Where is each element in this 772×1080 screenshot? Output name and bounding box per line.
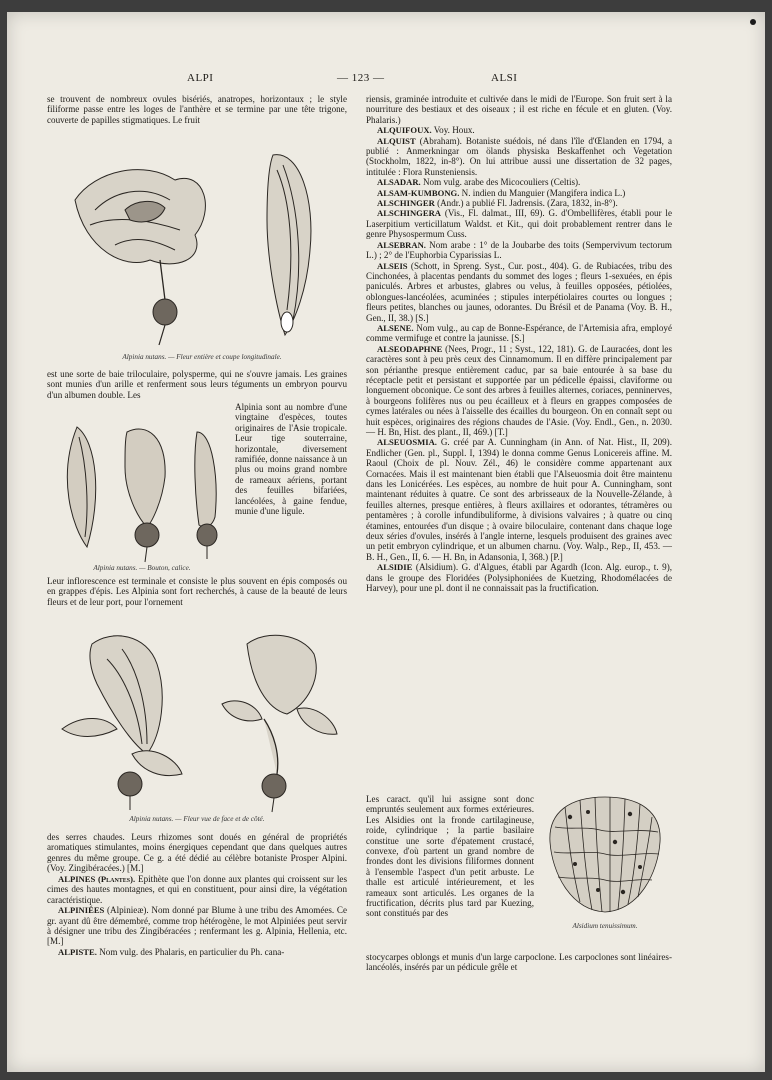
book-page [7,12,765,1072]
alsidium-caption: Alsidium tenuissimum. [572,922,638,930]
alpinia-bud-illustration [47,417,232,567]
left-para-top: se trouvent de nombreux ovules bisériés, anatropes, horizontaux ; le style filiforme passe entre les loges de l'anthère et se termine par une tête trigone, couverte de papilles stigmatiques. Le fruit [47,94,347,125]
entry-alseodaphne: ALSEODAPHNE (Nees, Progr., 11 ; Syst., 122, 181). G. de Lauracées, dont les caractères sont à peu près ceux des Cinnamomum. Il en diffère principalement par son périanthe presque entièrement caduc, par sa baie entourée à sa base du réceptacle petit et persistant et supportée par un pédicelle épaissi, claviforme ou longuement obconique. Ce sont des arbres à feuilles alternes, coriaces, penninerves, à bourgeons folifères nus ou peu écailleux et à fleurs en grappes composées de cymes latérales ou nées à l'aisselle des écailles du bourgeon. On en connaît sept ou huit espèces, originaires des régions chaudes de l'Asie. (Voy. Endl., Gen., n. 2030. — H. Bn, Hist. des plant., II, 469.) [T.] [366,343,672,437]
alsidium-illustration [540,792,670,917]
entry-alpiniees: ALPINIÉES (Alpinieæ). Nom donné par Blume à une tribu des Amomées. Ce gr. ayant dû être démembré, comme trop hétérogène, le mot Alpiniées peut servir à désigner une tribu des Zingibéracées ; renfermant les g. Alpinia, Hellenia, etc. [M.] [47,905,347,947]
entry-alsene: ALSENE. Nom vulg., au cap de Bonne-Espérance, de l'Artemisia afra, employé comme vermifuge et contre la jaunisse. [S.] [366,322,672,344]
header-right: ALSI [491,72,518,84]
figure2-caption: Alpinia nutans. — Bouton, calice. [93,564,191,572]
entry-alschinger: ALSCHINGER (Andr.) a publié Fl. Jadrensis. (Zara, 1832, in-8°). [377,198,618,209]
figure3-caption: Alpinia nutans. — Fleur vue de face et de côté. [129,815,265,823]
binding-mark [750,19,756,25]
alpinia-flower-illustration [55,140,355,355]
header-left: ALPI [187,72,214,84]
alpinia-open-flower-illustration [52,624,342,814]
left-entries [47,874,347,957]
right-para-bottom: stocycarpes oblongs et munis d'un large carpoclone. Les carpoclones sont linéaires-lancéolés, insérés par un pédicule grêle et [366,952,672,973]
entry-alschingera: ALSCHINGERA (Vis., Fl. dalmat., III, 69). G. d'Ombellifères, établi pour le Laserpitium verticillatum Waldst. et Kit., qui doit probablement rentrer dans le genre Physospermum Cuss. [366,208,672,240]
figure-alsidium [540,792,670,917]
entry-alsidie: ALSIDIE (Alsidium). G. d'Algues, établi par Agardh (Icon. Alg. europ., t. 9), dans le groupe des Floridées (Polysiphoniées de Kuetzing, Rhodomélacées de Harvey), pour une pl. dont il ne connaissait pas la fructification. [366,562,672,594]
figure-alpinia-buds [47,417,232,567]
entry-alquifoux: ALQUIFOUX. Voy. Houx. [377,125,475,136]
figure-alpinia-flower [55,140,355,355]
entry-alsadar: ALSADAR. Nom vulg. arabe des Micocouliers (Celtis). [377,177,581,188]
left-para-after-wrap: Leur inflorescence est terminale et consiste le plus souvent en épis composés ou en grappes d'épis. Les Alpinia sont fort recherchés, à cause de la beauté de leurs fleurs et de leur port, pour l'ornement [47,576,347,607]
left-wrap-text: Alpinia sont au nombre d'une vingtaine d'espèces, toutes originaires de l'Asie tropicale. Leur tige souterraine, horizontale, diversement ramifiée, donne naissance à un plus ou moins grand nombre de rameaux aériens, portant des feuilles bifariées, lancéolées, à gaine fendue, munie d'une ligule. [235,402,347,517]
entry-alseis: ALSEIS (Schott, in Spreng. Syst., Cur. post., 404). G. de Rubiacées, tribu des Cinchonées, à placentas pendants du sommet des loges ; fleurs 1-sexuées, en épis paniculés. Arbres et arbustes, glabres ou velus, à feuilles opposées, pétiolées, oblongues-lancéolées, acuminées ; stipules interpétiolaires courtes ou longues ; fleurs petites, blanches ou jaunes, odorantes. Du Brésil et de Panama (Voy. B. H., Gen., II, 38.) [S.] [366,260,672,323]
entry-alsam-kumbong: ALSAM-KUMBONG. N. indien du Manguier (Mangifera indica L.) [377,187,626,198]
right-column-text: riensis, graminée introduite et cultivée dans le midi de l'Europe. Son fruit sert à la nourriture des bestiaux et des oiseaux ; il est riche en fécule et en gluten. (Voy. Phalaris.) ALQUIFOUX. Voy. Houx. ALQUIST (Abraham). Botaniste suédois, né dans l'île d'Œlanden en 1794, a publié : Anmerkningar om ölands physiska Beskaffenhet och Vegetation (Stockholm, 1822, in-8°). On lui attribue aussi une dissertation de 32 pages, intitulée : Flora Runsteniensis. ALSADAR. Nom vulg. arabe des Micocouliers (Celtis). ALSAM-KUMBONG. N. indien du Manguier (Mangifera indica L.) ALSCHINGER (Andr.) a publié Fl. Jadrensis. (Zara, 1832, in-8°). ALSCHINGERA (Vis., Fl. dalmat., III, 69). G. d'Ombellifères, établi pour le Laserpitium verticillatum Waldst. et Kit., qui doit probablement rentrer dans le genre Physospermum Cuss. ALSEBRAN. Nom arabe : 1° de la Joubarbe des toits (Sempervivum tectorum L.) ; 2° de l'Euphorbia Cyparissias L. ALSEIS (Schott, in Spreng. Syst., Cur. post., 404). G. de Rubiacées, tribu des Cinchonées, à placentas pendants du sommet des loges ; fleurs 1-sexuées, en épis paniculés. Arbres et arbustes, glabres ou velus, à feuilles opposées, pétiolées, oblongues-lancéolées, acuminées ; stipules interpétiolaires courtes ou longues ; fleurs petites, blanches ou jaunes, odorantes. Du Brésil et de Panama (Voy. B. H., Gen., II, 38.) [S.] ALSENE. Nom vulg., au cap de Bonne-Espérance, de l'Artemisia afra, employé comme vermifuge et contre la jaunisse. [S.] ALSEODAPHNE (Nees, Progr., 11 ; Syst., 122, 181). G. de Lauracées, dont les caractères sont à peu près ceux des Cinnamomum. Il en diffère principalement par son périanthe presque entièrement caduc, par sa baie entourée à sa base du réceptacle petit et persistant et supportée par un pédicelle épaissi, claviforme ou longuement obconique. Ce sont des arbres à feuilles alternes, coriaces, penninerves, à bourgeons folifères nus ou peu écailleux et à fleurs en grappes composées de cymes latérales ou nées à l'aisselle des écailles du bourgeon. On en connaît sept ou huit espèces, originaires des régions chaudes de l'Asie. (Voy. Endl., Gen., n. 2030. — H. Bn, Hist. des plant., II, 469.) [T.] ALSEUOSMIA. G. créé par A. Cunningham (in Ann. of Nat. Hist., II, 209). Endlicher (Gen. pl., Suppl. I, 1394) le donna comme Genus Lonicereis affine. M. Raoul (Choix de pl. Nouv. Zél., 46) le considère comme appartenant aux Cornacées. Mais il est maintenant bien établi que l'Alseuosmia doit être maintenu dans les Lonicérées. Les espèces, au nombre de huit pour A. Cunningham, sont maintenant réduites à quatre. Ce sont des arbrisseaux de la Nouvelle-Zélande, à feuilles alternes, presque entières, à fleurs axillaires et odorantes, tétramères ou pentamères ; à corolle infundibuliforme, à divisions valvaires ; à quatre ou cinq étamines, entourées d'un disque ; à ovaire biloculaire, contenant dans chaque loge deux séries d'ovules, insérés à l'angle interne, lesquels produisent des graines avec un petit embryon cylindrique, et un albumen charnu. (Voy. Walp., Rep., II, 453. — B. H., Gen., II, 6. — H. Bn, in Adansonia, I, 368.) [P.] ALSIDIE (Alsidium). G. d'Algues, établi par Agardh (Icon. Alg. europ., t. 9), dans le groupe des Floridées (Polysiphoniées de Kuetzing, Rhodomélacées de Harvey), pour une pl. dont il ne connaissait pas la fructification. [366,94,672,594]
left-para-mid: est une sorte de baie triloculaire, polysperme, qui ne s'ouvre jamais. Les graines sont munies d'un arille et renferment sous leurs téguments un embryon pourvu d'un albumen double. Les [47,369,347,400]
figure1-caption: Alpinia nutans. — Fleur entière et coupe longitudinale. [122,353,282,361]
left-para-bottom: des serres chaudes. Leurs rhizomes sont doués en général de propriétés aromatiques stimulantes, moins énergiques cependant que dans quelques autres genres du même groupe. Ce g. a été dédié au célèbre botaniste Prosper Alpini. (Voy. Zingibéracées.) [M.] [47,832,347,874]
right-wrap-text: Les caract. qu'il lui assigne sont donc empruntés seulement aux formes extérieures. Les Alsidies ont la fronde cartilagineuse, roide, cylindrique ; la partie basilaire constitue une sorte d'épatement crustacé, convexe, d'où partent un grand nombre de frondes dont les divisions filiformes donnent à l'ensemble l'aspect d'un petit arbuste. Le thalle est articulé intérieurement, et les rameaux sont articulés. Les organes de la fructification, décrits plus tard par Kuezing, sont constitués par des [366,794,534,919]
entry-alpiste: ALPISTE. Nom vulg. des Phalaris, en particulier du Ph. cana- [58,946,285,957]
entry-alquist: ALQUIST (Abraham). Botaniste suédois, né dans l'île d'Œlanden en 1794, a publié : Anmerkningar om ölands physiska Beskaffenhet och Vegetation (Stockholm, 1822, in-8°). On lui attribue aussi une dissertation de 32 pages, intitulée : Flora Runsteniensis. [366,135,672,177]
figure-alpinia-open-flowers [52,624,342,814]
entry-alseuosmia: ALSEUOSMIA. G. créé par A. Cunningham (in Ann. of Nat. Hist., II, 209). Endlicher (Gen. pl., Suppl. I, 1394) le donna comme Genus Lonicereis affine. M. Raoul (Choix de pl. Nouv. Zél., 46) le considère comme appartenant aux Cornacées. Mais il est maintenant bien établi que l'Alseuosmia doit être maintenu dans les Lonicérées. Les espèces, au nombre de huit pour A. Cunningham, sont maintenant réduites à quatre. Ce sont des arbrisseaux de la Nouvelle-Zélande, à feuilles alternes, presque entières, à fleurs axillaires et odorantes, tétramères ou pentamères ; à corolle infundibuliforme, à divisions valvaires ; à quatre ou cinq étamines, entourées d'un disque ; à ovaire biloculaire, contenant dans chaque loge deux séries d'ovules, insérés à l'angle interne, lesquels produisent des graines avec un petit embryon cylindrique, et un albumen charnu. (Voy. Walp., Rep., II, 453. — B. H., Gen., II, 6. — H. Bn, in Adansonia, I, 368.) [P.] [366,437,672,562]
entry-alpines: ALPINES (Plantes). Epithète que l'on donne aux plantes qui croissent sur les cimes des hautes montagnes, et qui en constituent, pour ainsi dire, la végétation caractéristique. [47,874,347,905]
entry-alsebran: ALSEBRAN. Nom arabe : 1° de la Joubarbe des toits (Sempervivum tectorum L.) ; 2° de l'Euphorbia Cyparissias L. [366,239,672,261]
page-number: — 123 — [337,72,385,84]
